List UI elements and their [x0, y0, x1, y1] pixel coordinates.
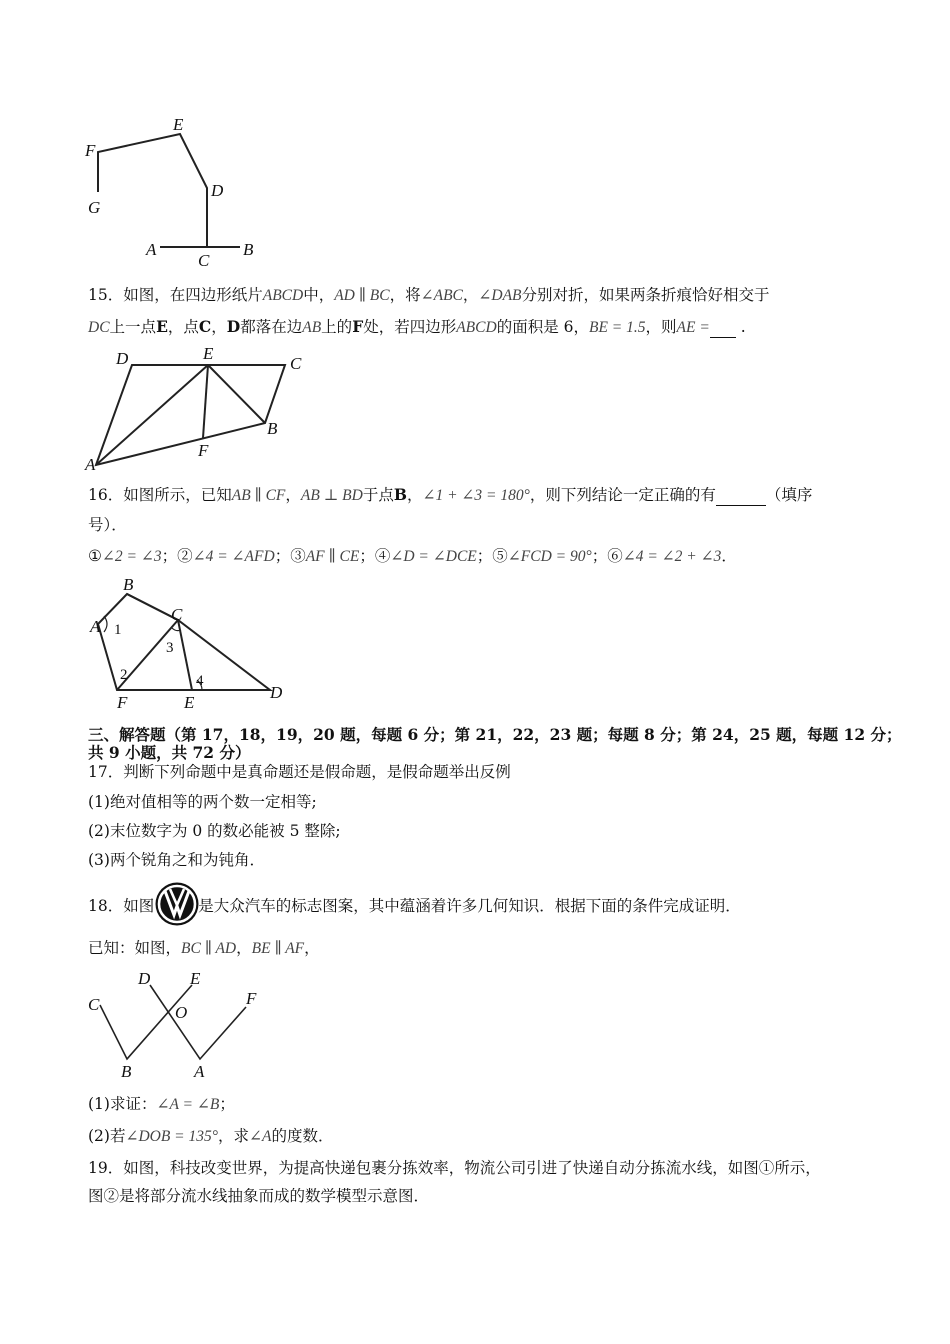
label-angle-3: 3 — [166, 640, 174, 656]
label-c: C — [88, 995, 100, 1014]
q16-line2: 号）． — [88, 516, 127, 534]
label-d: D — [211, 181, 224, 200]
section-3-header-line2: 共 9 小题，共 72 分） — [88, 743, 251, 762]
label-angle-4: 4 — [196, 673, 204, 689]
answer-blank-q16[interactable] — [716, 485, 766, 506]
figure-q18 — [80, 965, 280, 1085]
label-a: A — [194, 1062, 205, 1081]
q19-line2: 图②是将部分流水线抽象而成的数学模型示意图． — [88, 1187, 430, 1205]
answer-blank-q15[interactable] — [710, 317, 736, 338]
q17-item-3: (3)两个锐角之和为钝角． — [88, 851, 265, 869]
label-a: A — [90, 617, 101, 636]
label-g: G — [88, 198, 101, 217]
label-f: F — [85, 141, 96, 160]
q18-given: 已知：如图，BC ∥ AD，BE ∥ AF， — [88, 939, 320, 957]
section-3-header-line1: 三、解答题（第 17，18，19，20 题，每题 6 分；第 21，22，23 题；每题 8 分；第 24，25 题，每题 12 分； — [88, 725, 902, 744]
label-b: B — [123, 575, 134, 594]
label-d: D — [138, 969, 151, 988]
polyline-c-b-e — [100, 985, 192, 1059]
label-f: F — [246, 989, 257, 1008]
segment-ef — [203, 365, 208, 438]
label-o: O — [175, 1003, 188, 1022]
figure-q16 — [80, 574, 300, 714]
q15-line2: DC上一点E，点C，D都落在边AB上的F处，若四边形ABCD的面积是 6，BE = 1.5，则AE = . — [88, 317, 746, 336]
label-d: D — [270, 683, 283, 702]
vw-logo-icon — [154, 881, 200, 927]
label-angle-2: 2 — [120, 667, 128, 683]
label-c: C — [171, 605, 183, 624]
label-f: F — [117, 693, 128, 712]
label-b: B — [267, 419, 278, 438]
label-e: E — [184, 693, 195, 712]
label-f: F — [198, 441, 209, 460]
q15-line1: 15．如图，在四边形纸片ABCD中，AD ∥ BC，将∠ABC，∠DAB分别对折，如果两条折痕恰好相交于 — [88, 286, 770, 304]
q17-item-2: (2)末位数字为 0 的数必能被 5 整除; — [88, 822, 341, 840]
q17-item-1: (1)绝对值相等的两个数一定相等; — [88, 793, 317, 811]
label-e: E — [203, 344, 214, 363]
fold-be — [208, 365, 265, 423]
vw-logo — [154, 893, 198, 915]
label-d: D — [116, 349, 129, 368]
label-b: B — [121, 1062, 132, 1081]
label-a: A — [85, 455, 96, 474]
q18-line1: 18．如图 是大众汽车的标志图案，其中蕴涵着许多几何知识．根据下面的条件完成证明． — [88, 893, 741, 916]
q16-line1: 16．如图所示，已知AB ∥ CF，AB ⊥ BD于点B，∠1 + ∠3 = 180°，则下列结论一定正确的有 （填序 — [88, 485, 813, 504]
label-b: B — [243, 240, 254, 259]
q16-options: ①∠2 = ∠3；②∠4 = ∠AFD；③AF ∥ CE；④∠D = ∠DCE；⑤∠FCD = 90°；⑥∠4 = ∠2 + ∠3． — [88, 547, 737, 565]
figure-q14 — [80, 110, 270, 270]
polyline-d-a-f — [150, 985, 246, 1059]
q18-part2: (2)若∠DOB = 135°，求∠A的度数． — [88, 1127, 334, 1145]
label-angle-1: 1 — [114, 622, 122, 638]
q19-line1: 19．如图，科技改变世界，为提高快递包裹分拣效率，物流公司引进了快递自动分拣流水线，如图①所示， — [88, 1159, 821, 1177]
label-e: E — [190, 969, 201, 988]
q17-title: 17．判断下列命题中是真命题还是假命题，是假命题举出反例 — [88, 763, 511, 781]
q18-part1: (1)求证：∠A = ∠B； — [88, 1095, 235, 1113]
polyline-gfedc — [98, 134, 207, 247]
label-a: A — [146, 240, 157, 259]
label-c: C — [290, 354, 302, 373]
figure-q15 — [80, 340, 320, 480]
fold-ae — [96, 365, 208, 465]
label-c: C — [198, 251, 210, 270]
label-e: E — [173, 115, 184, 134]
